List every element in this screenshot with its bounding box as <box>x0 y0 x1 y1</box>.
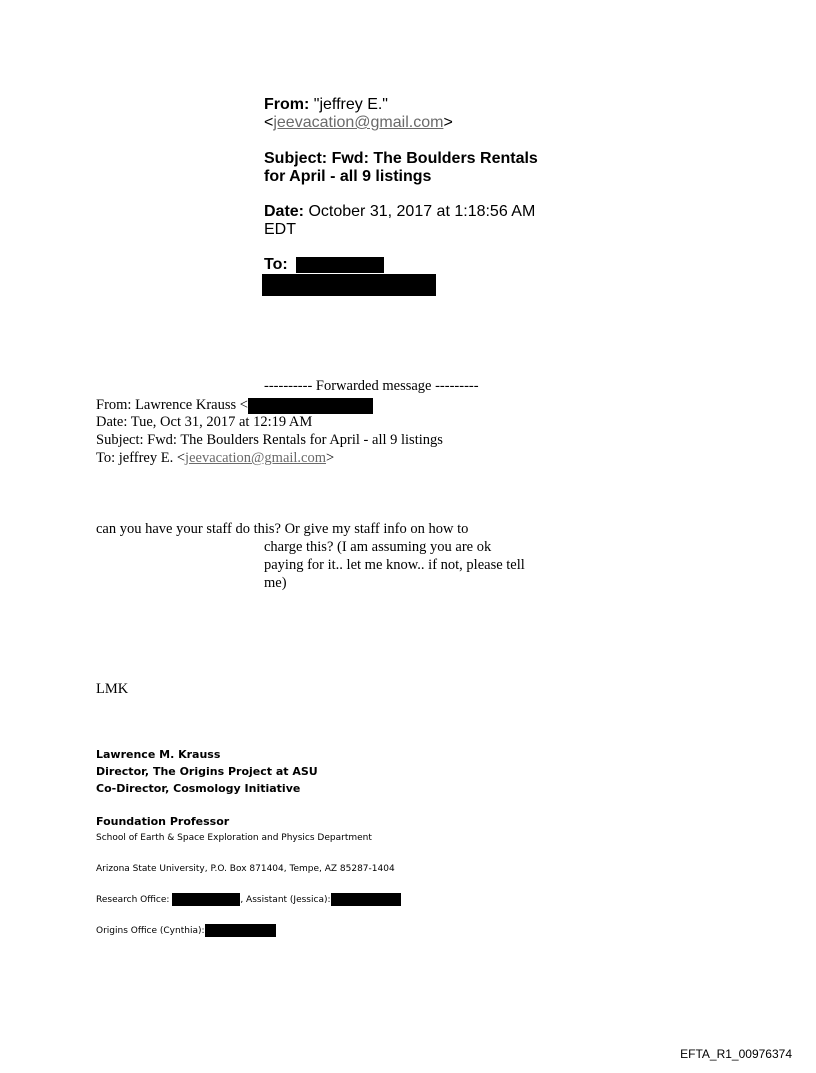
date-label: Date: <box>264 203 305 220</box>
redaction-block <box>262 274 436 296</box>
from-name: "jeffrey E." <box>313 96 388 113</box>
body-line-1: can you have your staff do this? Or give my staff info on how to <box>96 521 469 537</box>
signature-department: School of Earth & Space Exploration and Physics Department <box>96 833 372 843</box>
document-id: EFTA_R1_00976374 <box>680 1047 792 1061</box>
body-closing: LMK <box>96 681 129 697</box>
forwarded-to-line <box>96 450 334 466</box>
forwarded-divider: ---------- Forwarded message --------- <box>264 378 479 394</box>
from-email-close: > <box>443 114 453 131</box>
signature-title-3: Foundation Professor <box>96 815 230 828</box>
body-line-4: me) <box>264 575 287 591</box>
from-email-link[interactable]: jeevacation@gmail.com <box>273 114 444 131</box>
signature-address: Arizona State University, P.O. Box 871404, Tempe, AZ 85287-1404 <box>96 864 395 874</box>
forwarded-to-close: > <box>326 450 335 466</box>
header-date <box>264 203 549 239</box>
redaction-block <box>205 924 276 937</box>
redaction-block <box>331 893 401 906</box>
forwarded-to-email-link[interactable]: jeevacation@gmail.com <box>185 450 327 466</box>
assistant-label: , Assistant (Jessica): <box>240 895 331 905</box>
subject-label: Subject: <box>264 150 328 167</box>
signature-name: Lawrence M. Krauss <box>96 748 221 761</box>
header-subject <box>264 150 554 186</box>
from-email-open: < <box>264 114 274 131</box>
forwarded-from-line <box>96 397 373 414</box>
origins-office-label: Origins Office (Cynthia): <box>96 926 205 936</box>
to-label: To: <box>264 256 288 273</box>
body-line-3: paying for it.. let me know.. if not, please tell <box>264 557 525 573</box>
research-office-label: Research Office: <box>96 895 170 905</box>
header-to <box>264 256 564 274</box>
forwarded-from-text: From: Lawrence Krauss < <box>96 397 248 413</box>
redaction-block <box>296 257 384 273</box>
redaction-block <box>248 398 373 414</box>
signature-title-2: Co-Director, Cosmology Initiative <box>96 782 301 795</box>
signature-title-1: Director, The Origins Project at ASU <box>96 765 318 778</box>
signature-origins <box>96 924 276 937</box>
signature-phones <box>96 893 401 906</box>
forwarded-subject-line: Subject: Fwd: The Boulders Rentals for April - all 9 listings <box>96 432 443 448</box>
forwarded-to-text: To: jeffrey E. < <box>96 450 186 466</box>
subject-text: Fwd: The Boulders Rentals for April - all 9 listings <box>264 150 538 185</box>
redaction-block <box>172 893 240 906</box>
date-text: October 31, 2017 at 1:18:56 AM EDT <box>264 203 536 238</box>
header-from <box>264 96 564 132</box>
forwarded-date-line: Date: Tue, Oct 31, 2017 at 12:19 AM <box>96 414 313 430</box>
body-line-2: charge this? (I am assuming you are ok <box>264 539 492 555</box>
from-label: From: <box>264 96 310 113</box>
